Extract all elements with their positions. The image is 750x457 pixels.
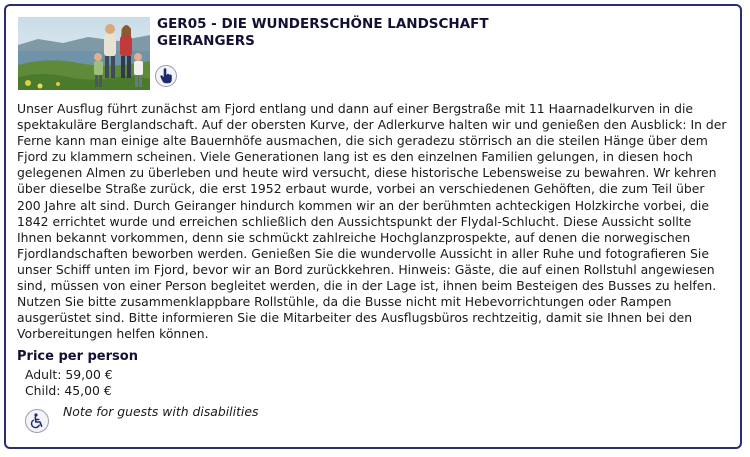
child-price: Child: 45,00 €	[25, 383, 112, 398]
price-heading: Price per person	[17, 349, 138, 364]
pointing-hand-icon	[159, 68, 173, 84]
accessibility-note: Note for guests with disabilities	[63, 404, 259, 419]
excursion-title: GER05 - DIE WUNDERSCHÖNE LANDSCHAFT GEIRANGERS	[157, 16, 489, 49]
excursion-photo	[18, 17, 150, 90]
excursion-card	[4, 4, 742, 449]
select-excursion-button[interactable]	[155, 65, 177, 87]
accessibility-button[interactable]	[25, 409, 49, 433]
adult-price: Adult: 59,00 €	[25, 367, 113, 382]
wheelchair-icon	[29, 413, 45, 429]
excursion-description: Unser Ausflug führt zunächst am Fjord entlang und dann auf einer Bergstraße mit 11 Haarnadelkurven in die spektakuläre Berglandschaft. Auf der obersten Kurve, der Adlerkurve halten wir und genießen den Ausblick: In der Ferne kann man einige alte Bauernhöfe ausmachen, die sich geradezu störrisch an die steilen Hänge über dem Fjord zu klammern scheinen. Viele Generationen lang ist es den einzelnen Familien gelungen, in diesen hoch gelegenen Almen zu überleben und heute wird versucht, diese historische Lebensweise zu bewahren. Wr kehren über dieselbe Straße zurück, die erst 1952 erbaut wurde, vorbei an verschiedenen Gehöften, die zum Teil über 200 Jahre alt sind. Durch Geiranger hindurch kommen wir an der berühmten achteckigen Holzkirche vorbei, die 1842 errichtet wurde und erreichen schließlich den Aussichtspunkt der Flydal-Schlucht. Diese Aussicht sollte Ihnen bekannt vorkommen, denn sie schmückt zahlreiche Hochglanzprospekte, auf denen die norwegischen Fjordlandschaften beworben werden. Genießen Sie die wundervolle Aussicht in aller Ruhe und fotografieren Sie unser Schiff unten im Fjord, bevor wir an Bord zurückkehren. Hinweis: Gäste, die auf einen Rollstuhl angewiesen sind, müssen von einer Person begleitet werden, die in der Lage ist, ihnen beim Besteigen des Busses zu helfen. Nutzen Sie bitte zusammenklappbare Rollstühle, da die Busse nicht mit Hebevorrichtungen oder Rampen ausgerüstet sind. Bitte informieren Sie die Mitarbeiter des Ausflugsbüros rechtzeitig, damit sie Ihnen bei den Vorbereitungen helfen können.	[17, 101, 727, 342]
